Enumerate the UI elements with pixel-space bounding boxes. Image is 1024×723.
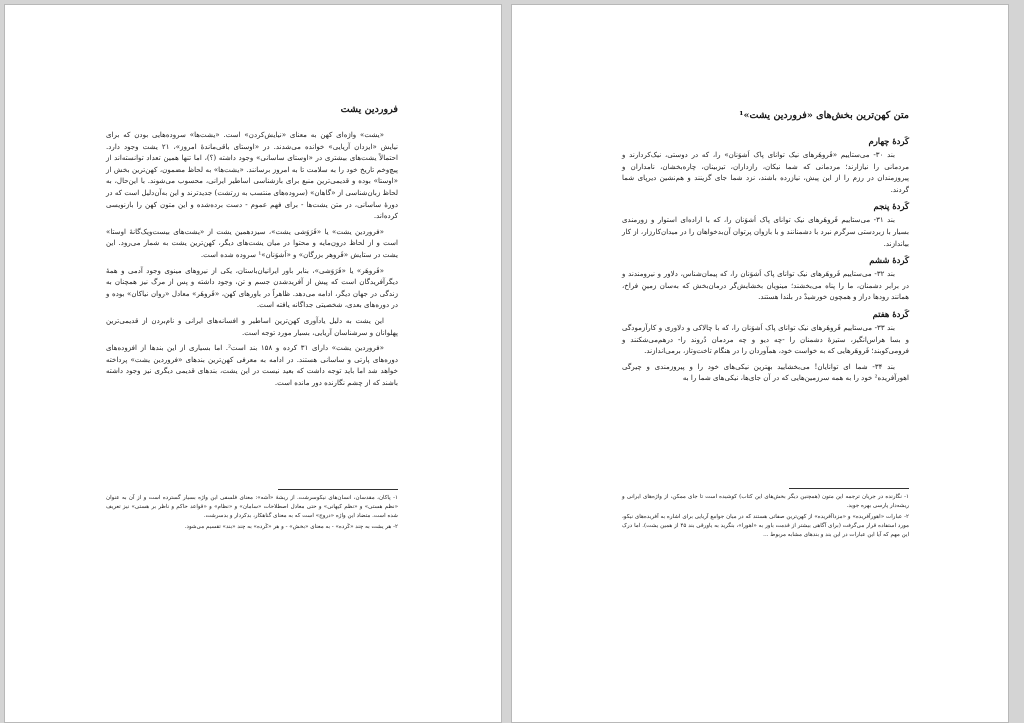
left-page-title: فروردین یشت — [340, 104, 398, 115]
footnote: ۲- هر یشت به چند «کَرده» - به معنای «بخش» - و هر «کَرده» به چند «بند» تقسیم می‌شود. — [184, 524, 398, 530]
right-footnotes — [622, 493, 909, 542]
body-paragraph: «فروردین یشت» دارای ۳۱ کرده و ۱۵۸ بند است². اما بسیاری از این بندها از افزوده‌های دوره‌های پارتی و ساسانی هستند. در ادامه به معرفی کهن‌ترین بندهای «فروردین یشت» پرداخته خواهد شد اما باید توجه داشت که بعید نیست در این یشت، بندهای قدیمی دیگری نیز وجود داشته باشند که از چشم نگارنده دور مانده است. — [106, 343, 398, 387]
footnote: ۱- پاکان، مقدسان، انسان‌های نیکوسرشت. از ریشهٔ «اَشه»: معنای فلسفی این واژه بسیار گسترده است و از آن به عنوان «نظم هستی» و «نظم کیهانی» و حتی معادل اصطلاحات «سامان» و «نظام» و «قواعد حاکم و ناظر بر هستی» نیز تعریف شده است. متضاد این واژه «دروج» است که به معنای گناهکار، بدکردار و بدسرشت. — [106, 495, 398, 519]
section-heading: کَردهٔ ششم — [869, 255, 909, 266]
verse-paragraph: بند ۳۴- شما ای توانایان! می‌بخشایید بهترین نیکی‌های خود را و پیروزمندی و چیرگی اهورآفریده² خود را به همه سرزمین‌هایی که در آن جای‌ها، نیکی‌های شما را به — [622, 361, 909, 383]
body-paragraph: این یشت به دلیل یادآوری کهن‌ترین اساطیر و افسانه‌های ایرانی و نام‌بردن از قدیمی‌ترین پهلوانان و سرشناسان آریایی، بسیار مورد توجه است. — [106, 315, 398, 337]
right-page — [511, 4, 1009, 723]
left-page — [4, 4, 502, 723]
verse-paragraph: بند ۳۱- می‌ستاییم فَروهَرهای نیک توانای پاک اَشوَنان را، که با اراده‌ای استوار و زورمندی بسیار با زبردستی سرگرم نبرد با دشمنانند و با بازوان پرتوان آن‌بدخواهان را در میدان‌کارزار، از کار بیاندازند. — [622, 215, 909, 248]
section-heading: کَردهٔ پنجم — [873, 201, 909, 212]
section-heading: کَردهٔ چهارم — [868, 136, 909, 146]
body-paragraph: «فَروهَر» یا «فَرَوَشی»، بنابر باور ایرانیان‌باستان، یکی از نیروهای مینوی وجود آدمی و همهٔ دیگرآفریدگان است که پیش از آفریدشدن جسم و تن، وجود داشته و پس از مرگ نیز همچنان به زندگی در جهان دیگر، ادامه می‌دهد. ظاهراً در باورهای کهن، «فَروهَر» معادل «روان نیاکان» بوده و در دوره‌های بعدی، شخصیتی جداگانه یافته است. — [106, 265, 398, 310]
left-footnotes — [106, 494, 398, 534]
section-heading: کَردهٔ هفتم — [872, 308, 909, 319]
verse-paragraph: بند ۳۳- می‌ستاییم فَروهَرهای نیک توانای پاک اَشوَنان را، که با چالاکی و دلاوری و کارآزمودگی و بسا هراس‌انگیز، ستیزهٔ دشمنان را -چه دیو و چه مردمان دُروند را- درهم‌می‌شکنند و فرومی‌کوبند؛ فَروهَرهایی که به خواست خود، همآوردان را در هنگام تاخت‌وتاز، برمی‌اندازند. — [622, 322, 909, 356]
body-paragraph: «یشت» واژه‌ای کهن به معنای «نیایش‌کردن» است. «یشت‌ها» سروده‌هایی بودن که برای نیایش «ایزدان آریایی» خوانده می‌شدند. در «اوستای باقی‌ماندهٔ امروز»، ۲۱ یشت وجود دارد. احتمالاً یشت‌های بیشتری در «اوستای ساسانی» وجود داشته (؟)، اما تنها همین تعداد توانسته‌اند از پیچ‌وخم تاریخ خود را به سلامت تا به امروز برسانند. «یشت‌ها» به لحاظ مضمون، کهن‌ترین بخش از «اوستا» بوده و قدیمی‌ترین منبع برای بازشناسی اساطیر ایرانی، محسوب می‌شوند. با این‌حال، به لحاظ زبان‌شناسی از «گاهان» (سروده‌های منتسب به زرتشت) جدیدترند و این به‌آن‌دلیل است که در دورهٔ ساسانی، در متن یشت‌ها - برای فهم عموم - دست برده‌شده و این متون کهن را بازنویسی کرده‌اند. — [106, 130, 398, 221]
right-page-title: متن کهن‌ترین بخش‌های «فروردین یشت»¹ — [739, 110, 909, 121]
verse-paragraph: بند ۳۲- می‌ستاییم فَروهَرهای نیک توانای پاک اَشوَنان را، که پیمان‌شناس، دلاور و نیرومندند و در برابر دشمنان، ما را پناه می‌بخشند؛ مینویان بخشایش‌گر درمان‌بخش که به‌سان زمینِ فراخ، همانند رودها دراز و همچون خورشیدْ در بلندا هستند. — [622, 269, 909, 302]
footnote-divider — [789, 488, 909, 489]
right-page-content — [622, 109, 909, 388]
body-paragraph: «فروردین یشت» یا «فَرَوَشی یشت»، سیزدهمین یشت از «یشت‌های بیست‌ویک‌گانهٔ اوستا» است و از لحاظ درون‌مایه و محتوا در میان یشت‌های دیگر، کهن‌ترین یشت به شمار می‌رود. این یشت در ستایش «فَروهر بزرگان» و «اَشوَنان»¹ سروده شده است. — [106, 226, 398, 259]
left-page-content — [106, 103, 398, 392]
footnote: ۱- نگارنده در جریان ترجمه این متون (همچنین دیگر بخش‌های این کتاب) کوشیده است تا جای ممکن، از واژه‌های ایرانی و ریشه‌دار پارسی بهره جوید. — [622, 494, 909, 509]
footnote-divider — [278, 489, 398, 490]
footnote: ۲- عبارات «اهورآفریده» و «مزداآفریده» از کهن‌ترین صفاتی هستند که در میان جوامع آریایی برای اشاره به آفریده‌های نیکو، مورد استفاده قرار می‌گرفت (برای آگاهی بیشتر از قدمت باور به «اهورا»، بنگرید به یاورقی بند ۴۵ از همین یشت). اما درک این مهم که آیا این عبارات در این بند و بندهای مشابه مربوط ... — [622, 514, 910, 538]
verse-paragraph: بند ۳۰- می‌ستاییم «فَروهَرهای نیک توانای پاک اَشوَنان» را، که در دوستی، نیک‌کردارند و مردمانی را نیازارند؛ مردمانی که شما نیکان، رازداران، تیزبینان، چاره‌بخشان، نامداران و پیروزمندان در رزم را از این پیش، نیازرده باشند، نزد شما جای گزینند و هم‌نشین دیرپای شما گردند. — [622, 150, 909, 194]
